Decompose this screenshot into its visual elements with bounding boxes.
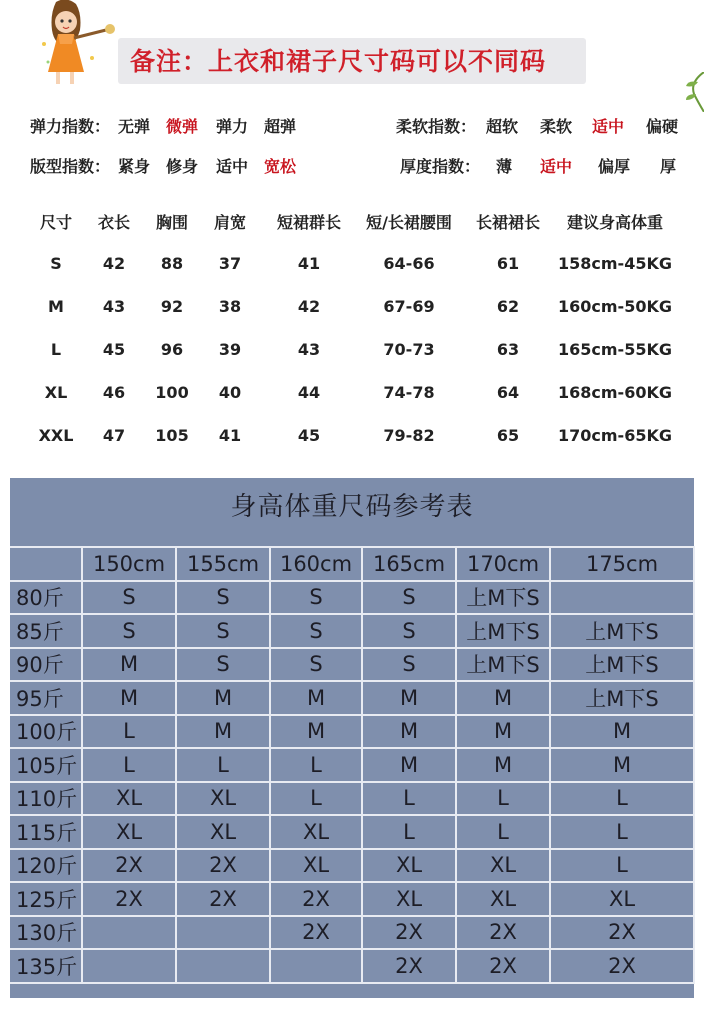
height-header-cell: 160cm [270, 547, 362, 581]
softness-label: 柔软指数： [396, 117, 477, 136]
elasticity-option: 超弹 [264, 117, 297, 136]
size-recommendation-cell: 2X [270, 882, 362, 916]
size-recommendation-cell: M [362, 681, 456, 715]
weight-label-cell: 110斤 [10, 782, 82, 816]
size-chart-cell: M [48, 297, 64, 316]
header-cell: 尺寸 [39, 213, 72, 232]
size-recommendation-cell: M [176, 715, 270, 749]
size-recommendation-cell: L [456, 782, 550, 816]
size-recommendation-cell: L [550, 782, 694, 816]
header-cell: 长裙裙长 [475, 213, 540, 232]
size-recommendation-cell: XL [82, 815, 176, 849]
size-recommendation-cell: M [82, 681, 176, 715]
size-recommendation-cell [270, 949, 362, 983]
size-chart-cell: XXL [38, 426, 74, 445]
size-recommendation-cell: M [82, 648, 176, 682]
size-recommendation-cell: M [362, 748, 456, 782]
size-recommendation-cell: 2X [456, 916, 550, 950]
height-header-cell [10, 547, 82, 581]
reference-row [10, 748, 694, 782]
size-chart-cell: 42 [297, 297, 321, 316]
size-recommendation-cell: M [456, 715, 550, 749]
size-recommendation-cell: M [270, 681, 362, 715]
elasticity-option-selected: 微弹 [166, 117, 199, 136]
size-recommendation-cell: L [456, 815, 550, 849]
reference-row [10, 949, 694, 983]
weight-label-cell: 125斤 [10, 882, 82, 916]
size-chart-header [0, 210, 704, 236]
size-chart-cell: 45 [297, 426, 321, 445]
size-chart-cell: L [50, 340, 62, 359]
size-recommendation-cell: 上M下S [456, 581, 550, 615]
fit-label: 版型指数： [30, 157, 111, 176]
size-chart-cell: 39 [218, 340, 242, 359]
size-recommendation-cell [82, 916, 176, 950]
size-chart-cell: XL [44, 383, 68, 402]
height-weight-reference [10, 478, 694, 998]
reference-row [10, 715, 694, 749]
size-recommendation-cell: 2X [82, 882, 176, 916]
fit-option: 紧身 [118, 157, 151, 176]
elasticity-option: 无弹 [118, 117, 151, 136]
size-recommendation-cell: L [270, 782, 362, 816]
size-chart-cell: 165cm-55KG [558, 340, 672, 359]
size-chart-row [0, 340, 704, 366]
thickness-option: 厚 [660, 157, 677, 176]
reference-table [10, 546, 695, 984]
size-chart-cell: 100 [155, 383, 189, 402]
size-recommendation-cell: 2X [82, 849, 176, 883]
elasticity-option: 弹力 [216, 117, 249, 136]
size-recommendation-cell: M [176, 681, 270, 715]
banner [0, 0, 704, 92]
weight-label-cell: 90斤 [10, 648, 82, 682]
size-chart-cell: 61 [496, 254, 520, 273]
reference-row [10, 581, 694, 615]
header-cell: 衣长 [97, 213, 130, 232]
size-recommendation-cell: 2X [176, 882, 270, 916]
size-recommendation-cell: 2X [176, 849, 270, 883]
reference-row [10, 681, 694, 715]
reference-row [10, 849, 694, 883]
size-chart-cell: 46 [102, 383, 126, 402]
size-recommendation-cell: M [550, 715, 694, 749]
size-recommendation-cell: 2X [362, 949, 456, 983]
size-recommendation-cell: S [176, 648, 270, 682]
size-chart-cell: 63 [496, 340, 520, 359]
size-recommendation-cell: S [82, 581, 176, 615]
elasticity-label: 弹力指数： [30, 117, 111, 136]
weight-label-cell: 120斤 [10, 849, 82, 883]
size-recommendation-cell: XL [456, 882, 550, 916]
weight-label-cell: 135斤 [10, 949, 82, 983]
size-chart-cell: 44 [297, 383, 321, 402]
size-recommendation-cell: 2X [362, 916, 456, 950]
softness-option: 柔软 [540, 117, 573, 136]
size-recommendation-cell: S [176, 581, 270, 615]
size-chart-cell: 70-73 [383, 340, 435, 359]
size-recommendation-cell: 2X [550, 949, 694, 983]
size-chart-cell: 40 [218, 383, 242, 402]
size-recommendation-cell: S [362, 648, 456, 682]
header-cell: 短/长裙腰围 [366, 213, 452, 232]
size-recommendation-cell: L [362, 782, 456, 816]
size-recommendation-cell: XL [362, 849, 456, 883]
size-recommendation-cell: XL [176, 782, 270, 816]
size-chart-row [0, 297, 704, 323]
size-recommendation-cell: L [82, 748, 176, 782]
reference-row [10, 782, 694, 816]
size-recommendation-cell: 2X [550, 916, 694, 950]
size-recommendation-cell: L [550, 849, 694, 883]
size-recommendation-cell: 上M下S [550, 681, 694, 715]
height-header-cell: 170cm [456, 547, 550, 581]
reference-row [10, 614, 694, 648]
size-chart-cell: 160cm-50KG [558, 297, 672, 316]
size-recommendation-cell: 上M下S [456, 614, 550, 648]
size-recommendation-cell: S [362, 614, 456, 648]
size-recommendation-cell [550, 581, 694, 615]
softness-option: 超软 [486, 117, 519, 136]
size-recommendation-cell: XL [82, 782, 176, 816]
size-chart-cell: 64-66 [383, 254, 435, 273]
size-recommendation-cell: XL [176, 815, 270, 849]
weight-label-cell: 85斤 [10, 614, 82, 648]
size-recommendation-cell: M [550, 748, 694, 782]
size-recommendation-cell: L [270, 748, 362, 782]
size-chart-cell: 64 [496, 383, 520, 402]
height-header-cell: 165cm [362, 547, 456, 581]
size-chart-cell: 41 [218, 426, 242, 445]
note-text: 备注：上衣和裙子尺寸码可以不同码 [130, 47, 547, 76]
size-chart-cell: 41 [297, 254, 321, 273]
size-chart-cell: 67-69 [383, 297, 435, 316]
weight-label-cell: 100斤 [10, 715, 82, 749]
size-chart-cell: 74-78 [383, 383, 435, 402]
thickness-option: 薄 [496, 157, 513, 176]
reference-row [10, 648, 694, 682]
header-cell: 短裙群长 [276, 213, 341, 232]
size-recommendation-cell: S [82, 614, 176, 648]
size-chart-row [0, 426, 704, 452]
size-chart-cell: 170cm-65KG [558, 426, 672, 445]
weight-label-cell: 130斤 [10, 916, 82, 950]
size-recommendation-cell: M [456, 681, 550, 715]
size-chart-cell: 158cm-45KG [558, 254, 672, 273]
fit-option: 适中 [216, 157, 249, 176]
fit-option: 修身 [166, 157, 199, 176]
size-recommendation-cell: 2X [270, 916, 362, 950]
size-chart-row [0, 383, 704, 409]
thickness-label: 厚度指数： [400, 157, 481, 176]
size-recommendation-cell: 上M下S [456, 648, 550, 682]
weight-label-cell: 115斤 [10, 815, 82, 849]
size-recommendation-cell: L [176, 748, 270, 782]
weight-label-cell: 95斤 [10, 681, 82, 715]
size-chart-cell: 37 [218, 254, 242, 273]
size-chart-cell: 43 [297, 340, 321, 359]
size-recommendation-cell [176, 916, 270, 950]
weight-label-cell: 105斤 [10, 748, 82, 782]
size-recommendation-cell: S [270, 648, 362, 682]
softness-option-selected: 适中 [592, 117, 625, 136]
size-recommendation-cell: S [362, 581, 456, 615]
size-recommendation-cell: S [176, 614, 270, 648]
size-chart-cell: 92 [160, 297, 184, 316]
size-chart-cell: 38 [218, 297, 242, 316]
size-chart-cell: 45 [102, 340, 126, 359]
height-header-cell: 175cm [550, 547, 694, 581]
height-header-cell: 155cm [176, 547, 270, 581]
size-recommendation-cell: 上M下S [550, 648, 694, 682]
size-recommendation-cell: XL [270, 815, 362, 849]
size-recommendation-cell: 上M下S [550, 614, 694, 648]
reference-row [10, 882, 694, 916]
size-recommendation-cell: S [270, 581, 362, 615]
size-chart-cell: 105 [155, 426, 189, 445]
height-header-cell: 150cm [82, 547, 176, 581]
size-recommendation-cell: L [550, 815, 694, 849]
size-chart-cell: 42 [102, 254, 126, 273]
size-chart-cell: 47 [102, 426, 126, 445]
size-chart-cell: 43 [102, 297, 126, 316]
size-recommendation-cell: XL [550, 882, 694, 916]
reference-row [10, 916, 694, 950]
header-cell: 肩宽 [213, 213, 246, 232]
header-cell: 建议身高体重 [566, 213, 663, 232]
thickness-option-selected: 适中 [540, 157, 573, 176]
size-chart-cell: 96 [160, 340, 184, 359]
reference-title: 身高体重尺码参考表 [230, 492, 474, 522]
size-chart-row [0, 254, 704, 280]
reference-header-row [10, 547, 694, 581]
size-recommendation-cell: XL [270, 849, 362, 883]
size-chart-cell: 79-82 [383, 426, 435, 445]
size-recommendation-cell: L [82, 715, 176, 749]
size-chart-cell: 168cm-60KG [558, 383, 672, 402]
reference-row [10, 815, 694, 849]
fit-option-selected: 宽松 [264, 157, 297, 176]
size-recommendation-cell: L [362, 815, 456, 849]
size-chart-cell: 88 [160, 254, 184, 273]
softness-option: 偏硬 [646, 117, 679, 136]
cartoon-girl-illustration [36, 0, 126, 88]
size-chart-cell: 65 [496, 426, 520, 445]
size-recommendation-cell [82, 949, 176, 983]
size-recommendation-cell: 2X [456, 949, 550, 983]
size-recommendation-cell: S [270, 614, 362, 648]
weight-label-cell: 80斤 [10, 581, 82, 615]
size-recommendation-cell [176, 949, 270, 983]
header-cell: 胸围 [155, 213, 188, 232]
thickness-option: 偏厚 [598, 157, 631, 176]
size-recommendation-cell: M [456, 748, 550, 782]
size-chart-cell: S [50, 254, 62, 273]
size-recommendation-cell: M [362, 715, 456, 749]
size-recommendation-cell: XL [456, 849, 550, 883]
size-chart-cell: 62 [496, 297, 520, 316]
size-recommendation-cell: M [270, 715, 362, 749]
size-recommendation-cell: XL [362, 882, 456, 916]
